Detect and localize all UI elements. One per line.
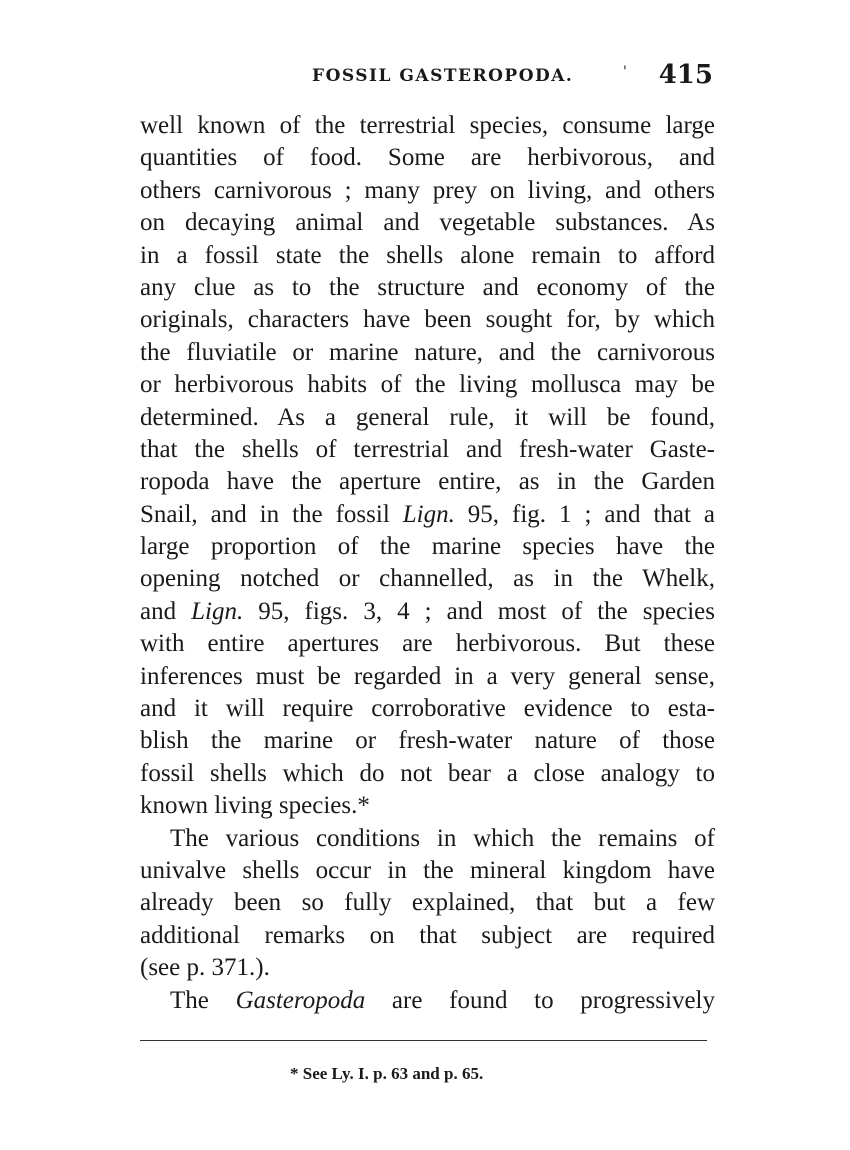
italic-term: Gasteropoda [235,986,366,1014]
text-fragment: and [140,597,192,625]
text-line: quantities of food. Some are herbivorous, and [140,144,715,172]
text-line: well known of the terrestrial species, consume large [140,112,715,139]
stray-mark: ' [623,64,627,80]
text-line: others carnivorous ; many prey on living, and others [140,176,715,204]
text-line: that the shells of terrestrial and fresh-water Gaste- [140,435,715,463]
text-fragment: are found to progressively [365,986,715,1014]
body-text [140,110,715,1017]
text-line: fossil shells which do not bear a close analogy to [140,759,715,787]
italic-reference: Lign. [402,500,455,528]
text-line: blish the marine or fresh-water nature of those [140,727,715,755]
text-line: and it will require corroborative evidence to esta- [140,695,715,723]
text-line: the fluviatile or marine nature, and the carnivorous [140,338,715,366]
text-line: determined. As a general rule, it will be found, [140,403,715,431]
text-line: any clue as to the structure and economy of the [140,273,715,301]
text-line: univalve shells occur in the mineral kingdom have [140,856,715,884]
text-line: known living species.* [140,792,370,820]
text-fragment: Snail, and in the fossil [140,500,403,528]
text-line: or herbivorous habits of the living mollusca may be [140,371,715,399]
footnote-rule [140,1040,707,1041]
text-fragment: 95, fig. 1 ; and that a [454,500,715,528]
page-number: 415 [658,60,713,90]
text-line: additional remarks on that subject are required [140,921,715,949]
text-line: (see p. 371.). [140,954,270,982]
text-line: inferences must be regarded in a very general sense, [140,662,715,690]
text-line: The various conditions in which the remains of [170,824,715,852]
text-fragment: The [170,986,236,1014]
text-line: originals, characters have been sought for, by which [140,306,715,334]
text-line: with entire apertures are herbivorous. But these [140,630,715,658]
text-line [140,596,715,628]
text-line: on decaying animal and vegetable substances. As [140,209,715,237]
running-head [140,60,715,94]
footnote: * See Ly. I. p. 63 and p. 65. [290,1064,484,1083]
text-line: in a fossil state the shells alone remain to afford [140,241,715,269]
text-line: ropoda have the aperture entire, as in the Garden [140,468,715,496]
text-fragment: 95, figs. 3, 4 ; and most of the species [243,597,715,625]
text-line: already been so fully explained, that but a few [140,889,715,917]
text-line [140,499,715,531]
text-line: large proportion of the marine species have the [140,533,715,561]
text-line [140,985,715,1017]
text-line: opening notched or channelled, as in the Whelk, [140,565,715,593]
running-title: FOSSIL GASTEROPODA. [312,66,574,86]
italic-reference: Lign. [191,597,244,625]
